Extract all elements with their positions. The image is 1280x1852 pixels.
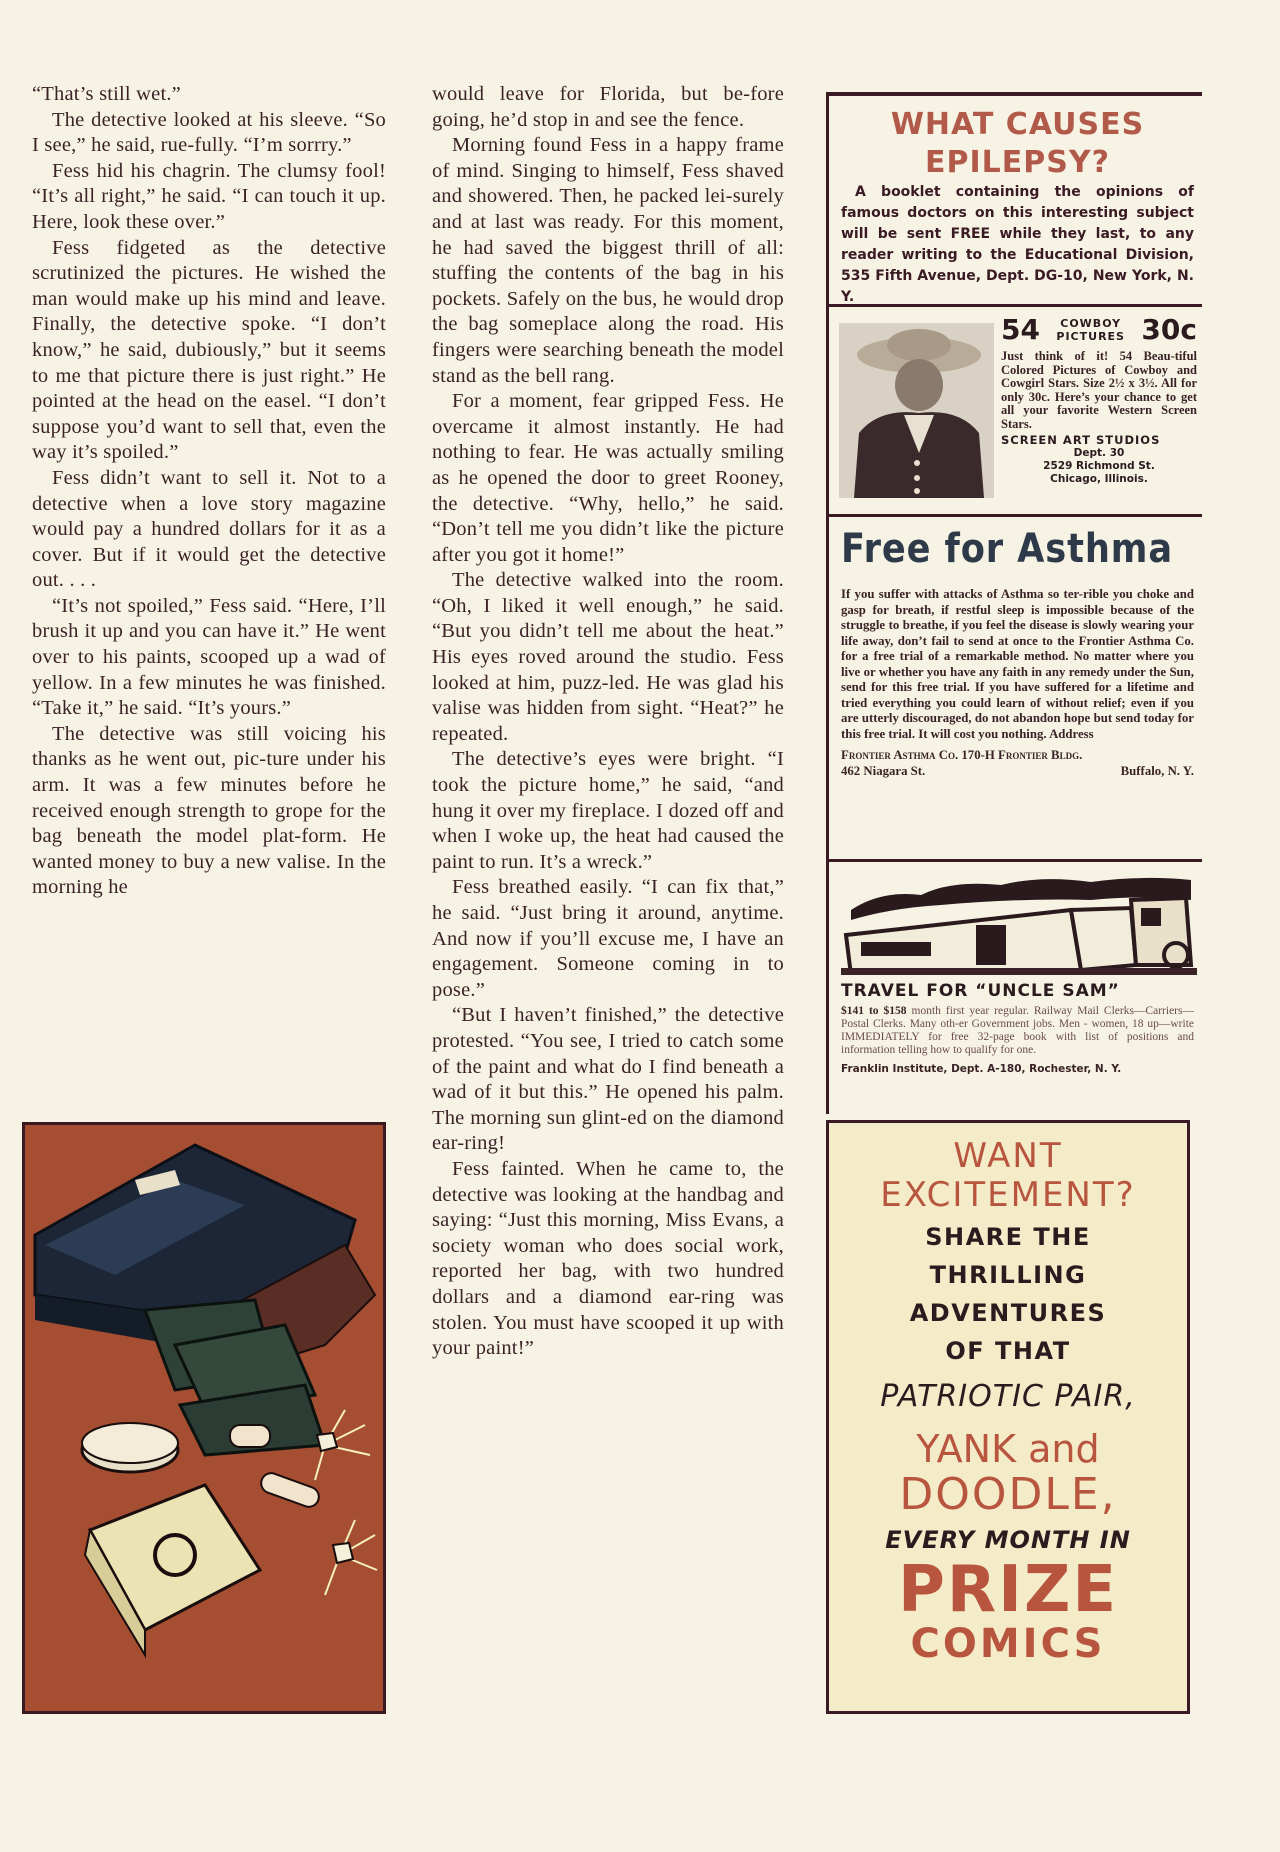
prize-line: WANT bbox=[953, 1136, 1063, 1176]
cowboy-title-2: PICTURES bbox=[1056, 329, 1125, 343]
paragraph: Fess breathed easily. “I can fix that,” he said. “Just bring it around, anytime. And now if you’ll excuse me, I have an engagement. Someone coming in to pose.” bbox=[432, 876, 784, 1001]
travel-footer: Franklin Institute, Dept. A-180, Rochester, N. Y. bbox=[841, 1063, 1122, 1075]
cowboy-dept: Dept. 30 bbox=[1073, 447, 1125, 459]
prize-line: EVERY MONTH IN bbox=[885, 1526, 1131, 1554]
cowboy-photo bbox=[839, 323, 994, 498]
ad-headline: Free for Asthma bbox=[841, 526, 1173, 572]
prize-line: DOODLE, bbox=[899, 1469, 1117, 1520]
ad-body: If you suffer with attacks of Asthma so ter-rible you choke and gasp for breath, if restful sleep is impossible because of the struggle to breathe, if you feel the disease is slowly wearing your life away, don’t fail to send at once to the Frontier Asthma Co. for a free trial of a remarkable method. No matter where you live or whether you have any faith in any remedy under the Sun, send for this free trial. If you have suffered for a lifetime and tried everything you could learn of without relief; even if you are utterly discouraged, do not abandon hope but send today for this free trial. It will cost you nothing. Address bbox=[841, 587, 1194, 741]
cowboy-price: 30c bbox=[1141, 313, 1197, 346]
paragraph: Fess hid his chagrin. The clumsy fool! “It’s all right,” he said. “I can touch it up. Here, look these over.” bbox=[32, 159, 386, 233]
ad-epilepsy bbox=[829, 96, 1202, 307]
travel-salary: $141 to $158 bbox=[841, 1005, 907, 1017]
cowboy-city: Chicago, Illinois. bbox=[1050, 473, 1148, 485]
paragraph: Fess fidgeted as the detective scrutinized the pictures. He wished the man would make up his mind and leave. Finally, the detective spoke. “I don’t know,” he said, dubiously,” but it seems to me that picture there is just right.” He pointed at the head on the easel. “I don’t suppose you’d want to sell that, even the way it’s spoiled.” bbox=[32, 236, 386, 464]
cowboy-street: 2529 Richmond St. bbox=[1043, 460, 1155, 472]
prize-logo: PRIZE bbox=[897, 1553, 1119, 1627]
prize-line: PATRIOTIC PAIR, bbox=[880, 1379, 1136, 1414]
paragraph: The detective’s eyes were bright. “I took the picture home,” he said, “and hung it over my fireplace. I dozed off and when I woke up, the heat had caused the paint to run. It’s a wreck.” bbox=[432, 748, 784, 873]
paragraph: “It’s not spoiled,” Fess said. “Here, I’ll brush it up and you can have it.” He went over to his paints, scooped up a wad of yellow. In a few minutes he was finished. “Take it,” he said. “It’s yours.” bbox=[32, 594, 386, 720]
asthma-company: Frontier Asthma Co. 170-H Frontier Bldg. bbox=[841, 748, 1083, 762]
ad-travel-uncle-sam bbox=[829, 862, 1202, 1117]
prize-line: OF THAT bbox=[945, 1337, 1071, 1365]
paragraph: “That’s still wet.” bbox=[32, 83, 181, 105]
paragraph: “But I haven’t finished,” the detective protested. “You see, I tried to catch some of the paint and what do I find beneath a wad of it but this.” He opened his palm. The morning sun glint-ed on the diamond ear-ring! bbox=[432, 1004, 784, 1155]
prize-line: SHARE THE bbox=[925, 1223, 1091, 1251]
paragraph: The detective was still voicing his thanks as he went out, pic-ture under his arm. It was a few minutes before he received enough strength to grope for the bag beneath the model plat-form. He wanted money to buy a new valise. In the morning he bbox=[32, 722, 386, 899]
ad-asthma bbox=[829, 517, 1202, 862]
ad-body: A booklet containing the opinions of famous doctors on this interesting subject will be sent FREE while they last, to any reader writing to the Educational Division, 535 Fifth Avenue, Dept. DG-10, New York, N. Y. bbox=[841, 184, 1194, 305]
asthma-city: Buffalo, N. Y. bbox=[1120, 763, 1194, 778]
paragraph: The detective walked into the room. “Oh, I liked it well enough,” he said. “But you didn’t tell me about the heat.” His eyes roved around the studio. Fess looked at him, puzz-led. He was glad his valise was hidden from sight. “Heat?” he repeated. bbox=[432, 569, 784, 745]
cowboy-portrait-icon bbox=[839, 323, 994, 498]
train-illustration bbox=[841, 870, 1197, 975]
paragraph: Fess didn’t want to sell it. Not to a detective when a love story magazine would pay a hundred dollars for it as a cover. But if it would get the detective out. . . . bbox=[32, 466, 386, 592]
cowboy-title-1: COWBOY bbox=[1060, 316, 1122, 330]
cowboy-company: SCREEN ART STUDIOS bbox=[1001, 433, 1161, 447]
ad-body: $141 to $158 month first year regular. Railway Mail Clerks—Carriers—Postal Clerks. Many oth-er Government jobs. Men - women, 18 up—write IMMEDIATELY for free 32-page book with list of positions and information telling how to qualify for one. bbox=[841, 1005, 1194, 1056]
train-icon bbox=[841, 870, 1197, 975]
prize-line: ADVENTURES bbox=[909, 1299, 1107, 1327]
ad-prize-comics bbox=[826, 1120, 1190, 1714]
ad-body: Just think of it! 54 Beau-tiful Colored Pictures of Cowboy and Cowgirl Stars. Size 2½ x 3½. All for only 30c. Here’s your chance to get all your favorite Western Screen Stars. bbox=[1001, 349, 1197, 431]
paragraph: The detective looked at his sleeve. “So I see,” he said, rue-fully. “I’m sorrry.” bbox=[32, 108, 386, 157]
paragraph: would leave for Florida, but be-fore going, he’d stop in and see the fence. bbox=[432, 83, 784, 131]
handbag-illustration-icon bbox=[25, 1125, 383, 1711]
ad-headline: TRAVEL FOR “UNCLE SAM” bbox=[841, 981, 1120, 1001]
prize-line: EXCITEMENT? bbox=[880, 1175, 1136, 1215]
ads-column bbox=[826, 92, 1202, 1114]
paragraph: Morning found Fess in a happy frame of mind. Singing to himself, Fess shaved and showered. Then, he packed lei-surely and at last was ready. For this moment, he had saved the biggest thrill of all: stuffing the contents of the bag in his pockets. Safely on the bus, he would drop the bag someplace along the road. His fingers were searching beneath the model stand as the bell rang. bbox=[432, 134, 784, 387]
story-column-1 bbox=[32, 82, 386, 901]
story-illustration bbox=[22, 1122, 386, 1714]
paragraph: Fess fainted. When he came to, the detective was looking at the handbag and saying: “Just this morning, Miss Evans, a society woman who does social work, reported her bag, with two hundred dollars and a diamond ear-ring was stolen. You must have scooped it up with your paint!” bbox=[432, 1157, 784, 1360]
ad-headline: EPILEPSY? bbox=[925, 145, 1110, 180]
ad-headline: WHAT CAUSES bbox=[890, 107, 1145, 142]
prize-line: THRILLING bbox=[929, 1261, 1087, 1289]
prize-logo: COMICS bbox=[910, 1621, 1106, 1667]
paragraph: For a moment, fear gripped Fess. He overcame it almost instantly. He had nothing to fear. He was actually smiling as he opened the door to greet Rooney, the detective. “Why, hello,” he said. “Don’t tell me you didn’t like the picture after you got it home!” bbox=[432, 390, 784, 566]
ad-cowboy-pictures bbox=[829, 307, 1202, 517]
story-column-2 bbox=[432, 82, 784, 1362]
prize-line: YANK and bbox=[916, 1427, 1100, 1471]
cowboy-count: 54 bbox=[1001, 313, 1040, 346]
asthma-street: 462 Niagara St. bbox=[841, 763, 926, 778]
